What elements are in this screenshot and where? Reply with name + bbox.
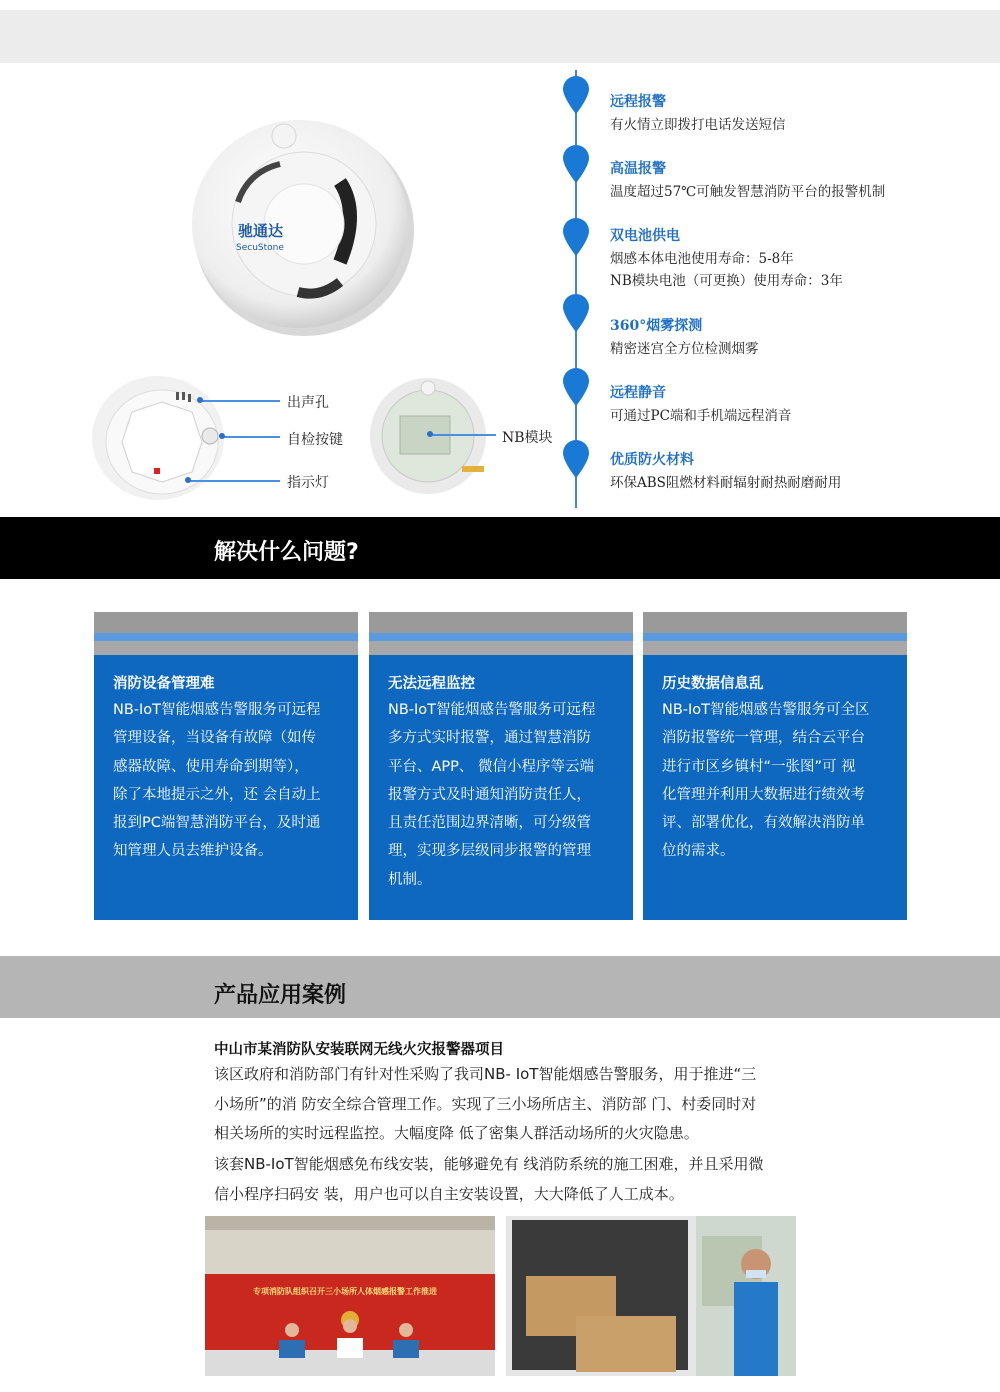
feature-desc-dual-battery-1: 烟感本体电池使用寿命：5-8年 <box>610 251 794 267</box>
map-pin-icon <box>561 292 591 334</box>
problem-card-title: 消防设备管理难 <box>113 676 215 692</box>
feature-desc-remote-mute: 可通过PC端和手机端远程消音 <box>610 408 792 424</box>
case-paragraph-1: 该区政府和消防部门有针对性采购了我司NB- IoT智能烟感告警服务，用于推进“三 小场所”的消 防安全综合管理工作。实现了三小场所店主、消防部 门、村委同时对 相关场所的实时远程监控。大幅度降 低了密集人群活动场所的火灾隐患。 <box>214 1065 757 1142</box>
callout-sound-hole-label: 出声孔 <box>287 395 329 411</box>
map-pin-icon <box>561 216 591 258</box>
callout-self-test-label: 自检按键 <box>287 432 343 448</box>
problem-card-body: NB-IoT智能烟感告警服务可远程 管理设备，当设备有故障（如传 感器故障、使用寿命到期等）， 除了本地提示之外，还 会自动上 报到PC端智慧消防平台，及时通 知管理人员去维护设备。 <box>113 702 321 860</box>
callout-dot-sound-hole <box>197 397 203 403</box>
feature-desc-fireproof: 环保ABS阻燃材料耐辐射耐热耐磨耐用 <box>610 475 842 491</box>
delivery-truck-photo <box>506 1216 796 1376</box>
problem-card-title: 无法远程监控 <box>388 676 475 692</box>
feature-title-fireproof: 优质防火材料 <box>610 452 694 468</box>
callout-dot-indicator <box>185 477 191 483</box>
problems-heading: 解决什么问题? <box>214 540 359 565</box>
problem-card-body: NB-IoT智能烟感告警服务可远程 多方式实时报警，通过智慧消防 平台、APP、 微信小程序等云端 报警方式及时通知消防责任人， 且责任范围边界清晰，可分级管 理，实现多层级同步报警的管理 机制。 <box>388 702 596 888</box>
map-pin-icon <box>561 366 591 408</box>
case-title: 中山市某消防队安装联网无线火灾报警器项目 <box>214 1042 504 1058</box>
feature-desc-dual-battery-2: NB模块电池（可更换）使用寿命：3年 <box>610 273 843 289</box>
meeting-banner-text: 专项消防队组织召开三小场所人体烟感报警工作推进 <box>253 1287 437 1296</box>
callout-dot-nb-module <box>427 431 433 437</box>
problem-card-device-management <box>94 612 358 920</box>
feature-desc-remote-alarm: 有火情立即拨打电话发送短信 <box>610 117 786 133</box>
feature-desc-smoke-detect: 精密迷宫全方位检测烟雾 <box>610 341 759 357</box>
callout-line-indicator <box>188 480 280 482</box>
cases-section-header <box>0 956 1000 1018</box>
brand-logo-text: 驰通达 <box>238 222 284 240</box>
map-pin-icon <box>561 438 591 480</box>
smoke-detector-main-image <box>190 112 418 340</box>
callout-line-self-test <box>222 436 280 438</box>
meeting-photo <box>205 1216 495 1376</box>
problem-card-historical-data <box>643 612 907 920</box>
top-banner-bar <box>0 10 1000 63</box>
feature-title-remote-alarm: 远程报警 <box>610 94 666 110</box>
problem-card-body: NB-IoT智能烟感告警服务可全区 消防报警统一管理，结合云平台 进行市区乡镇村“一张图”可 视 化管理并利用大数据进行绩效考 评、部署优化，有效解决消防单 位的需求。 <box>662 702 870 860</box>
feature-title-high-temp: 高温报警 <box>610 161 666 177</box>
map-pin-icon <box>561 143 591 185</box>
feature-title-remote-mute: 远程静音 <box>610 385 666 401</box>
map-pin-icon <box>561 74 591 116</box>
cases-heading: 产品应用案例 <box>214 983 347 1008</box>
callout-indicator-label: 指示灯 <box>287 475 329 491</box>
callout-dot-self-test <box>219 433 225 439</box>
problems-section-header <box>0 517 1000 579</box>
brand-logo-sub: SecuStone <box>236 243 284 253</box>
feature-desc-high-temp: 温度超过57℃可触发智慧消防平台的报警机制 <box>610 184 886 200</box>
smoke-detector-side-image <box>92 372 238 504</box>
feature-title-dual-battery: 双电池供电 <box>610 228 680 244</box>
problem-card-remote-monitoring <box>369 612 633 920</box>
callout-nb-module-label: NB模块 <box>502 430 553 446</box>
problem-card-title: 历史数据信息乱 <box>662 676 764 692</box>
feature-title-smoke-detect: 360°烟雾探测 <box>610 318 703 334</box>
callout-line-sound-hole <box>200 400 280 402</box>
callout-line-nb-module <box>430 434 496 436</box>
case-paragraph-2: 该套NB-IoT智能烟感免布线安装，能够避免有 线消防系统的施工困难，并且采用微 信小程序扫码安 装，用户也可以自主安装设置，大大降低了人工成本。 <box>214 1155 764 1203</box>
